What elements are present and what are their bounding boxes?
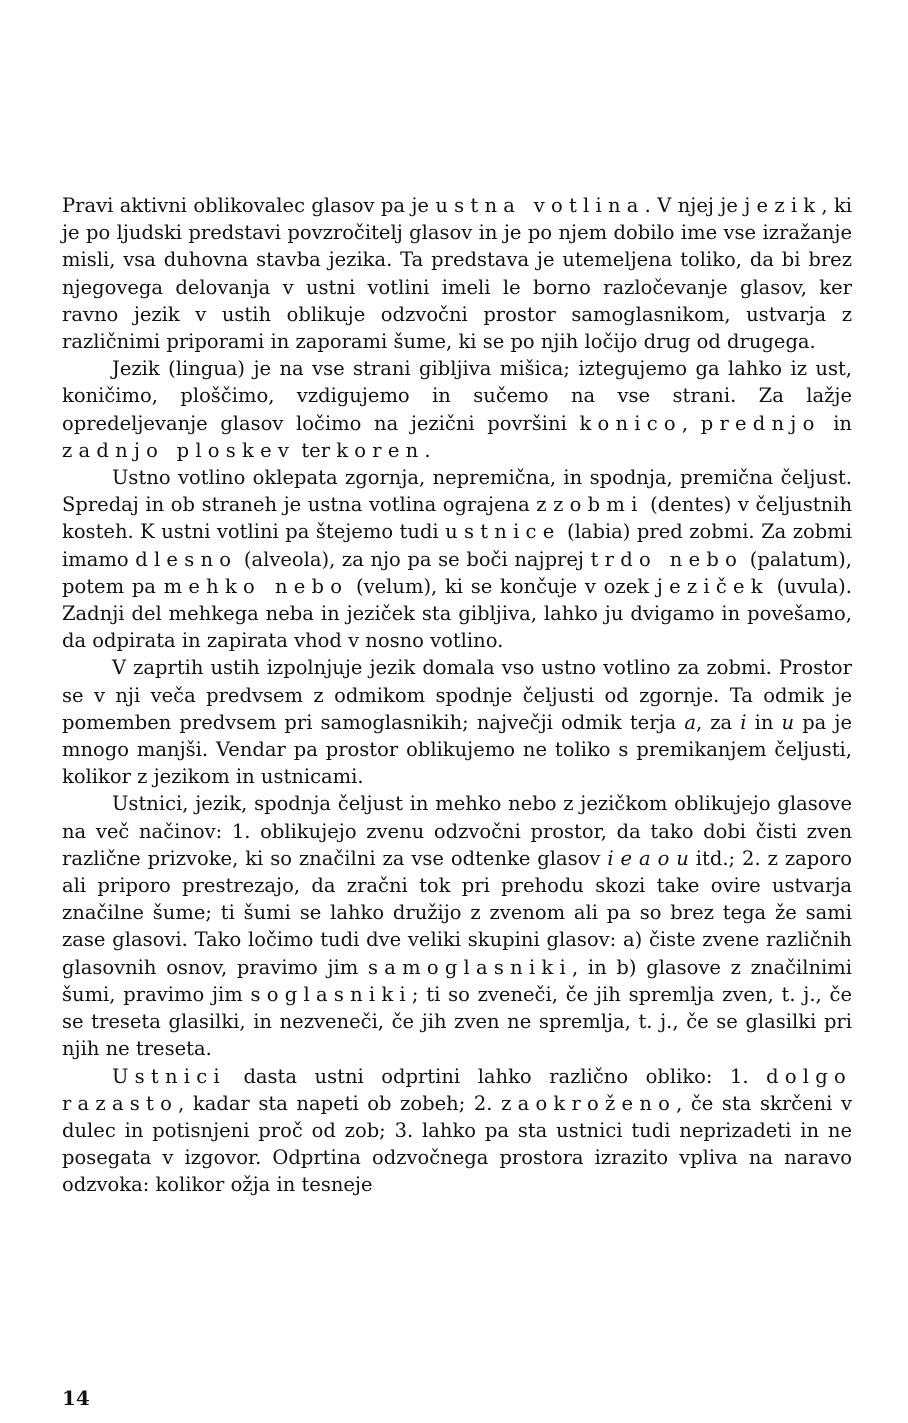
- text-run: , če sta skrčeni v dulec in potisnjeni proč od zob; 3. lahko pa sta ustnici tudi neprizadeti in ne posegata v izgovor. Odprtina odzvočnega prostora izrazito vpliva na naravo odzvoka: kolikor ožja in tesneje: [62, 1091, 852, 1197]
- emphasized-term: zadnjo ploskev: [62, 438, 296, 462]
- text-run: (labia) pred zobmi. Za zobmi imamo: [62, 520, 853, 571]
- text-run: . V njej je: [644, 194, 745, 217]
- paragraph: [62, 654, 852, 790]
- text-run: dasta ustni odprtini lahko različno obliko: 1.: [225, 1064, 767, 1088]
- text-run: , kadar sta napeti ob zobeh; 2.: [178, 1091, 502, 1115]
- emphasized-term: trdo nebo: [590, 547, 744, 571]
- text-run: in: [820, 411, 852, 435]
- text-run: itd.; 2. z zaporo ali priporo prestrezajo, da zračni tok pri prehodu skozi take ovire ustvarja značilne šume; ti šumi se lahko družijo z zvenom ali pa so brez tega že sami zase glasovi. Tako ločimo tudi dve veliki skupini glasov: a) čiste zvene različnih glasovnih osnov, pravimo jim: [62, 846, 852, 979]
- text-run: (dentes) v čeljustnih kosteh. K ustni votlini pa štejemo tudi: [62, 493, 852, 544]
- paragraph: [62, 192, 852, 355]
- italic-letter: a: [684, 710, 696, 734]
- page-body: [62, 192, 852, 1199]
- emphasized-term: zaokroženo: [501, 1091, 677, 1115]
- text-run: Ustno votlino oklepata zgornja, nepremična, in spodnja, premična čeljust. Spredaj in ob straneh je ustna votlina ograjena z: [62, 466, 852, 517]
- emphasized-term: mehko nebo: [163, 574, 349, 598]
- italic-letter: i: [740, 710, 747, 734]
- text-run: ,: [681, 411, 701, 435]
- emphasized-term: zobmi: [553, 493, 644, 517]
- emphasized-term: jeziček: [656, 574, 769, 598]
- text-run: Jezik (lingua) je na vse strani gibljiva mišica; iztegujemo ga lahko iz ust, koničimo, ploščimo, vzdigujemo in sučemo na vse strani. Za lažje opredeljevanje glasov ločimo na jezični površini: [62, 357, 852, 435]
- paragraph: [62, 464, 852, 654]
- emphasized-term: jezik: [744, 194, 822, 217]
- emphasized-term: ustna votlina: [435, 194, 645, 217]
- emphasized-term: soglasniki: [250, 982, 412, 1006]
- emphasized-term: Ustnici: [112, 1064, 226, 1088]
- text-run: ; ti so zveneči, če jih spremlja zven, t. j., če se treseta glasilki, in nezveneči, če jih zven ne spremlja, t. j., če se glasilki pri njih ne treseta.: [62, 982, 852, 1061]
- italic-letter: i e a o u: [607, 846, 689, 870]
- page-number: 14: [62, 1386, 90, 1410]
- text-run: Ustnici, jezik, spodnja čeljust in mehko nebo z jezičkom oblikujejo glasove na več načinov: 1. oblikujejo zvenu odzvočni prostor, da tako dobi čisti zven različne prizvoke, ki so značilni za vse odtenke glasov: [62, 792, 852, 870]
- text-run: (alveola), za njo pa se boči najprej: [237, 547, 591, 571]
- text-run: , in b) glasove z značilnimi šumi, pravimo jim: [62, 955, 852, 1006]
- text-run: ter: [295, 438, 337, 462]
- paragraph: [62, 790, 852, 1062]
- text-run: , ki je po ljudski predstavi povzročitelj glasov in je po njem dobilo ime vse izražanje misli, vsa duhovna stavba jezika. Ta predstava je utemeljena toliko, da bi brez njegovega delovanja v ustni votlini imeli le borno razločevanje glasov, ker ravno jezik v ustih oblikuje odzvočni prostor samoglasnikom, ustvarja z različnimi priporami in zaporami šume, ki se po njih ločijo drug od drugega.: [62, 194, 853, 354]
- paragraph: [62, 1063, 852, 1199]
- emphasized-term: samoglasniki: [368, 955, 572, 979]
- text-run: V zaprtih ustih izpolnjuje jezik domala vso ustno votlino za zobmi. Prostor se v nji veča predvsem z odmikom spodnje čeljusti od zgornje. Ta odmik je pomemben predvsem pri samoglasnikih; največji odmik terja: [62, 656, 852, 734]
- text-run: Pravi aktivni oblikovalec glasov pa je: [62, 194, 436, 217]
- emphasized-term: prednjo: [700, 411, 821, 435]
- text-run: pa je mnogo manjši. Vendar pa prostor oblikujemo ne toliko s premikanjem čeljusti, kolikor z jezikom in ustnicami.: [62, 710, 852, 789]
- text-run: in: [746, 710, 782, 734]
- text-run: (velum), ki se končuje v ozek: [348, 574, 657, 598]
- paragraph: [62, 355, 852, 464]
- emphasized-term: ustnice: [445, 520, 561, 544]
- text-run: (palatum), potem pa: [62, 547, 852, 598]
- text-run: , za: [695, 710, 741, 734]
- emphasized-term: koren: [336, 438, 425, 462]
- emphasized-term: konico: [579, 411, 682, 435]
- emphasized-term: dlesno: [135, 547, 238, 571]
- text-run: .: [424, 438, 431, 462]
- italic-letter: u: [781, 710, 795, 734]
- text-run: (uvula). Zadnji del mehkega neba in jeziček sta gibljiva, lahko ju dvigamo in povešamo, da odpirata in zapirata vhod v nosno votlino.: [62, 574, 852, 653]
- emphasized-term: dolgo razasto: [62, 1064, 852, 1115]
